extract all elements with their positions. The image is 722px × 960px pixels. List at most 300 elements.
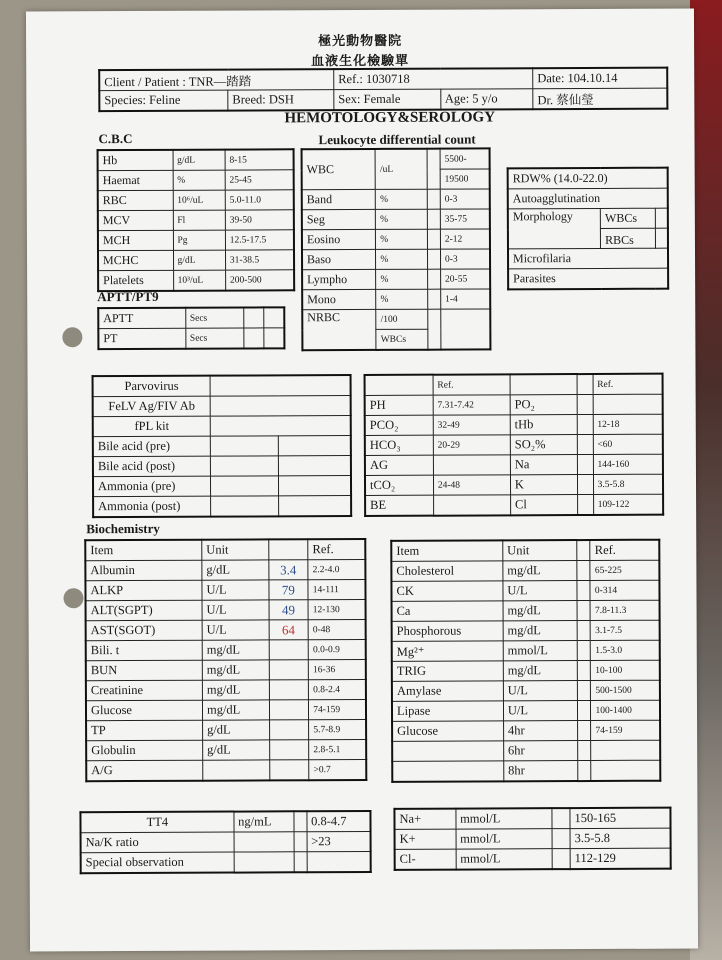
aptt-item: PT: [98, 328, 185, 349]
table-row: [392, 600, 660, 621]
elec-unit: mmol/L: [456, 849, 553, 870]
aptt-item: APTT: [98, 308, 185, 329]
serology-value: [210, 375, 351, 396]
wbc-ref-2: 19500: [440, 169, 490, 189]
biochem-ref: 12-130: [308, 599, 365, 619]
biochem-unit: 8hr: [504, 761, 578, 782]
biochem-item: Creatinine: [86, 680, 203, 701]
table-row: [392, 620, 660, 641]
table-row: [98, 270, 294, 291]
serology-item: Bile acid (post): [93, 456, 211, 477]
rdw-label: RDW% (14.0-22.0): [508, 168, 668, 189]
serology-item: Parvovirus: [93, 376, 211, 397]
biochem-item: [392, 761, 503, 782]
biochem-unit: mmol/L: [503, 641, 577, 661]
table-row: [86, 679, 366, 700]
biochem-header: [577, 540, 591, 561]
cbc-unit: Fl: [173, 210, 225, 230]
leuko-value: [427, 189, 440, 209]
cbc-item: MCH: [98, 230, 173, 250]
biochem-value: 79: [268, 580, 308, 600]
tt4-table: [79, 810, 371, 874]
biochem-item: TP: [86, 720, 203, 741]
table-row: [86, 639, 366, 660]
table-row: [395, 828, 671, 849]
cbc-item: Hb: [98, 150, 173, 171]
gas-item: HCO₃: [365, 435, 433, 455]
tt4-unit: [234, 852, 294, 873]
elec-ref: 112-129: [570, 848, 671, 869]
biochem-value: [577, 581, 591, 601]
gas-head: [365, 375, 433, 396]
gas-value: [577, 394, 592, 414]
biochem-item: Ca: [392, 601, 503, 621]
biochem-item: Amylase: [392, 681, 503, 701]
leuko-value: [427, 289, 440, 309]
serology-item: Bile acid (pre): [93, 436, 211, 457]
gas-value: [578, 494, 593, 515]
table-row: [395, 848, 671, 870]
serology-table: [92, 374, 353, 518]
cbc-item: MCHC: [98, 250, 173, 270]
gas-item: AG: [365, 455, 433, 475]
table-row: [302, 309, 490, 330]
table-row: [85, 539, 365, 561]
biochem-value: [269, 660, 309, 680]
elec-value: [552, 849, 570, 870]
cbc-ref: 200-500: [225, 270, 294, 291]
table-row: [93, 375, 351, 397]
biochem-item: TRIG: [392, 661, 503, 681]
leuko-unit: %: [376, 249, 427, 269]
gas-value: [578, 474, 593, 494]
wbc-unit: /uL: [375, 149, 426, 190]
table-row: [98, 190, 294, 211]
biochem-ref: [591, 740, 660, 760]
serology-value: [211, 496, 279, 517]
cbc-table: [97, 148, 296, 292]
leuko-item: Eosino: [302, 229, 376, 249]
leuko-value: [427, 269, 440, 289]
serology-extra: [279, 476, 351, 496]
biochem-value: [269, 720, 309, 740]
table-row: [80, 811, 370, 833]
biochem-unit: U/L: [503, 681, 577, 701]
biochem-value: [577, 621, 591, 641]
biochem-value: [269, 740, 309, 760]
ref-field: Ref.: 1030718: [334, 68, 533, 89]
biochem-item: ALKP: [85, 580, 202, 601]
biochem-unit: g/dL: [202, 560, 269, 580]
table-row: [98, 149, 294, 170]
biochem-item: A/G: [86, 760, 203, 781]
elec-value: [552, 829, 570, 849]
table-row: [86, 759, 366, 781]
leuko-ref: 0-3: [440, 249, 490, 269]
gas-ref: [593, 394, 663, 414]
gas-value: [578, 454, 593, 474]
biochem-unit: mg/dL: [202, 660, 269, 680]
tt4-item: Special observation: [81, 852, 234, 873]
biochem-unit: mg/dL: [503, 621, 577, 641]
gas-ref: 109-122: [593, 494, 663, 515]
leuko-value: [427, 209, 440, 229]
electrolyte-table: [393, 807, 671, 871]
cbc-ref: 25-45: [225, 170, 294, 190]
elec-ref: 3.5-5.8: [570, 828, 671, 848]
table-row: [98, 210, 294, 231]
leuko-value: [427, 249, 440, 269]
biochem-right-table: [390, 539, 661, 783]
table-row: [392, 680, 660, 701]
biochem-ref: 7.8-11.3: [590, 600, 659, 620]
leuko-item: Lympho: [302, 269, 376, 289]
leuko-ref: 1-4: [441, 289, 491, 309]
microfilaria-label: Microfilaria: [508, 248, 668, 269]
table-row: [98, 230, 294, 251]
biochem-item: Albumin: [85, 560, 202, 581]
leuko-table: [301, 147, 492, 351]
biochem-unit: U/L: [503, 581, 577, 601]
nrbc-unit: /100: [376, 309, 427, 329]
biochem-ref: 65-225: [590, 560, 659, 580]
gas-item: SO₂%: [510, 435, 578, 455]
gas-item: tCO₂: [365, 475, 433, 495]
biochem-value: [269, 680, 309, 700]
table-row: [302, 209, 490, 230]
table-row: [98, 170, 294, 191]
leuko-item: Seg: [302, 209, 376, 229]
biochem-value: 49: [269, 600, 309, 620]
serology-value: [210, 456, 278, 476]
table-row: [86, 699, 366, 720]
table-row: [302, 289, 490, 310]
table-row: [392, 640, 660, 661]
sex-field: Sex: Female: [334, 89, 441, 110]
species-field: Species: Feline: [99, 90, 228, 111]
biochem-header: Item: [391, 540, 502, 561]
serology-item: FeLV Ag/FIV Ab: [93, 396, 211, 417]
parasites-label: Parasites: [508, 268, 668, 289]
biochem-header: Item: [85, 540, 202, 561]
table-row: [365, 374, 663, 396]
gas-item: Na: [510, 455, 578, 475]
breed-field: Breed: DSH: [228, 90, 334, 111]
biochem-unit: [203, 760, 270, 781]
biochem-item: ALT(SGPT): [86, 600, 203, 621]
main-title: HEMOTOLOGY&SEROLOGY: [284, 109, 496, 127]
biochem-header: Unit: [503, 540, 577, 561]
biochem-ref: 100-1400: [591, 700, 660, 720]
biochem-unit: mg/dL: [503, 561, 577, 581]
gas-ref: 3.5-5.8: [593, 474, 663, 494]
table-row: [365, 454, 663, 475]
biochem-value: [577, 661, 591, 681]
table-row: [98, 328, 284, 349]
cbc-item: RBC: [98, 190, 173, 210]
elec-item: K+: [395, 829, 456, 849]
gas-head: [510, 374, 578, 395]
table-row: [98, 307, 284, 328]
table-row: [365, 494, 663, 516]
biochem-value: [269, 640, 309, 660]
biochem-ref: 16-36: [309, 659, 366, 679]
gas-item: Cl: [510, 495, 578, 516]
form-name: 血液生化檢驗單: [311, 52, 410, 69]
punch-hole: [62, 327, 82, 347]
age-field: Age: 5 y/o: [440, 89, 533, 110]
biochem-ref: 10-100: [591, 660, 660, 680]
gas-ref: [433, 495, 510, 516]
cbc-item: Platelets: [98, 270, 173, 291]
biochem-ref: 74-159: [591, 720, 660, 740]
tt4-item: TT4: [80, 812, 233, 833]
biochem-value: [577, 601, 591, 621]
table-row: [93, 436, 351, 457]
biochem-value: [577, 561, 591, 581]
biochem-item: CK: [391, 581, 502, 601]
biochem-ref: 3.1-7.5: [591, 620, 660, 640]
lab-form-sheet: [26, 9, 698, 952]
table-row: [93, 456, 351, 477]
biochem-ref: 500-1500: [591, 680, 660, 700]
table-row: [365, 434, 663, 455]
biochem-header: Unit: [202, 539, 269, 560]
table-row: [302, 249, 490, 270]
serology-item: Ammonia (post): [93, 496, 211, 517]
table-row: [365, 414, 663, 435]
biochem-item: Lipase: [392, 701, 503, 721]
gas-value: [578, 414, 593, 434]
tt4-ref: [307, 851, 371, 872]
serology-value: [210, 476, 278, 496]
cbc-unit: 10⁶/uL: [173, 190, 225, 210]
biochem-value: [578, 741, 592, 761]
aptt-value: [243, 307, 263, 328]
gas-item: PO₂: [510, 395, 578, 415]
serology-item: Ammonia (pre): [93, 476, 211, 497]
serology-extra: [279, 496, 351, 517]
aptt-heading: APTT/PT9: [97, 288, 159, 305]
gas-ref: 12-18: [593, 414, 663, 434]
biochem-ref: >0.7: [309, 759, 366, 780]
biochem-item: Bili. t: [86, 640, 203, 661]
biochem-ref: 74-159: [309, 699, 366, 719]
table-row: [86, 659, 366, 680]
rbcs-label: RBCs: [601, 228, 656, 248]
biochem-unit: U/L: [202, 600, 269, 620]
leuko-ref: 20-55: [440, 269, 490, 289]
table-row: [98, 250, 294, 271]
biochem-item: Cholesterol: [391, 561, 502, 581]
autoagglutination-label: Autoagglutination: [508, 188, 668, 209]
gas-ref: [433, 455, 510, 475]
hospital-name: 極光動物醫院: [318, 32, 403, 49]
serology-extra: [279, 436, 351, 456]
table-row: [392, 700, 660, 721]
table-row: [81, 851, 371, 873]
cbc-ref: 39-50: [225, 210, 294, 230]
cbc-unit: Pg: [173, 230, 225, 250]
table-row: [302, 269, 490, 290]
nrbc-unit-2: WBCs: [376, 329, 427, 350]
biochem-ref: 5.7-8.9: [309, 719, 366, 739]
biochem-value: [269, 700, 309, 720]
table-row: [86, 599, 366, 620]
biochem-ref: 0.8-2.4: [309, 679, 366, 699]
elec-item: Cl-: [395, 849, 456, 870]
tt4-value: [294, 852, 307, 873]
elec-item: Na+: [394, 809, 455, 830]
cbc-unit: g/dL: [173, 250, 225, 270]
wbc-ref-1: 5500-: [440, 148, 490, 169]
tt4-item: Na/K ratio: [81, 832, 234, 853]
biochem-ref: [591, 760, 660, 781]
table-row: [391, 560, 659, 581]
elec-value: [552, 808, 570, 829]
leuko-value: [427, 229, 440, 249]
tt4-value: [294, 811, 307, 832]
table-row: [391, 580, 659, 601]
nrbc-value: [427, 309, 441, 350]
biochem-unit: mg/dL: [202, 700, 269, 720]
elec-unit: mmol/L: [456, 808, 553, 829]
patient-info-table: [98, 67, 668, 112]
biochem-header: [268, 539, 308, 560]
leuko-ref: 0-3: [440, 189, 490, 209]
leuko-ref: 35-75: [440, 209, 490, 229]
biochem-value: [577, 721, 591, 741]
blood-gas-table: [364, 373, 665, 517]
gas-ref: 32-49: [433, 415, 510, 435]
biochem-item: Glucose: [86, 700, 203, 721]
cbc-ref: 5.0-11.0: [225, 190, 294, 210]
gas-ref: 7.31-7.42: [433, 395, 510, 415]
gas-ref: 24-48: [433, 475, 510, 495]
table-row: [302, 189, 490, 210]
aptt-ref: [263, 307, 284, 328]
biochem-unit: g/dL: [203, 740, 270, 760]
aptt-table: [97, 306, 285, 350]
biochem-unit: U/L: [503, 701, 577, 721]
wbc-label: WBC: [302, 149, 376, 190]
biochem-ref: 2.2-4.0: [308, 559, 365, 579]
biochem-ref: 2.8-5.1: [309, 739, 366, 759]
biochem-heading: Biochemistry: [86, 520, 160, 537]
biochem-item: Glucose: [392, 721, 503, 741]
cbc-unit: 10³/uL: [173, 270, 225, 291]
tt4-unit: ng/mL: [234, 811, 294, 832]
biochem-ref: 0-314: [590, 580, 659, 600]
nrbc-label: NRBC: [302, 309, 376, 350]
biochem-value: 64: [269, 620, 309, 640]
biochem-item: [392, 741, 503, 761]
doctor-field: Dr. 蔡仙瑩: [533, 88, 668, 109]
table-row: [302, 229, 490, 250]
date-field: Date: 104.10.14: [533, 68, 668, 89]
table-row: [392, 660, 660, 681]
biochem-ref: 14-111: [308, 579, 365, 599]
biochem-unit: mg/dL: [202, 640, 269, 660]
cbc-unit: %: [173, 170, 225, 190]
biochem-unit: mg/dL: [503, 601, 577, 621]
serology-item: fPL kit: [93, 416, 211, 437]
biochem-value: 3.4: [268, 560, 308, 580]
cbc-ref: 31-38.5: [225, 250, 294, 270]
table-row: [86, 619, 366, 640]
table-row: [93, 416, 351, 437]
cbc-item: MCV: [98, 210, 173, 230]
biochem-item: BUN: [86, 660, 203, 681]
biochem-value: [577, 641, 591, 661]
biochem-header: Ref.: [590, 540, 659, 561]
table-row: [93, 396, 351, 417]
leuko-item: Baso: [302, 249, 376, 269]
elec-ref: 150-165: [570, 808, 671, 829]
cbc-ref: 8-15: [225, 149, 294, 170]
gas-item: tHb: [510, 415, 578, 435]
biochem-item: AST(SGOT): [86, 620, 203, 641]
biochem-unit: mg/dL: [202, 680, 269, 700]
morphology-label: Morphology: [508, 208, 601, 248]
biochem-item: Phosphorous: [392, 621, 503, 641]
biochem-ref: 0-48: [308, 619, 365, 639]
elec-unit: mmol/L: [456, 829, 553, 849]
serology-value: [210, 436, 278, 456]
cbc-heading: C.B.C: [98, 130, 133, 147]
wbcs-label: WBCs: [600, 208, 655, 228]
leuko-ref: 2-12: [440, 229, 490, 249]
biochem-unit: U/L: [202, 580, 269, 600]
table-row: [391, 540, 659, 562]
biochem-unit: mg/dL: [503, 661, 577, 681]
biochem-unit: 4hr: [503, 721, 577, 741]
biochem-value: [577, 681, 591, 701]
biochem-value: [269, 760, 309, 781]
cbc-unit: g/dL: [173, 150, 225, 171]
biochem-ref: 0.0-0.9: [308, 639, 365, 659]
tt4-ref: 0.8-4.7: [307, 811, 371, 832]
biochem-item: Globulin: [86, 740, 203, 761]
gas-ref: 144-160: [593, 454, 663, 474]
leuko-heading: Leukocyte differential count: [318, 131, 476, 148]
biochem-value: [577, 701, 591, 721]
nrbc-ref: [441, 309, 491, 350]
table-row: [392, 760, 660, 782]
leuko-unit: %: [376, 209, 427, 229]
cbc-item: Haemat: [98, 170, 173, 190]
leuko-unit: %: [376, 289, 427, 309]
biochem-header: Ref.: [308, 539, 365, 560]
table-row: [392, 740, 660, 761]
serology-value: [210, 416, 351, 437]
biochem-item: Mg²⁺: [392, 641, 503, 661]
aptt-unit: Secs: [185, 308, 243, 329]
aptt-value: [244, 328, 264, 349]
table-row: [85, 579, 365, 600]
table-row: [392, 720, 660, 741]
serology-value: [210, 396, 351, 417]
table-row: [93, 496, 351, 518]
biochem-unit: U/L: [202, 620, 269, 640]
gas-ref: <60: [593, 434, 663, 454]
leuko-item: Mono: [302, 289, 376, 309]
table-row: [365, 394, 663, 415]
table-row: [365, 474, 663, 495]
tt4-ref: >23: [307, 831, 371, 851]
gas-item: PCO₂: [365, 415, 433, 435]
table-row: [86, 719, 366, 740]
